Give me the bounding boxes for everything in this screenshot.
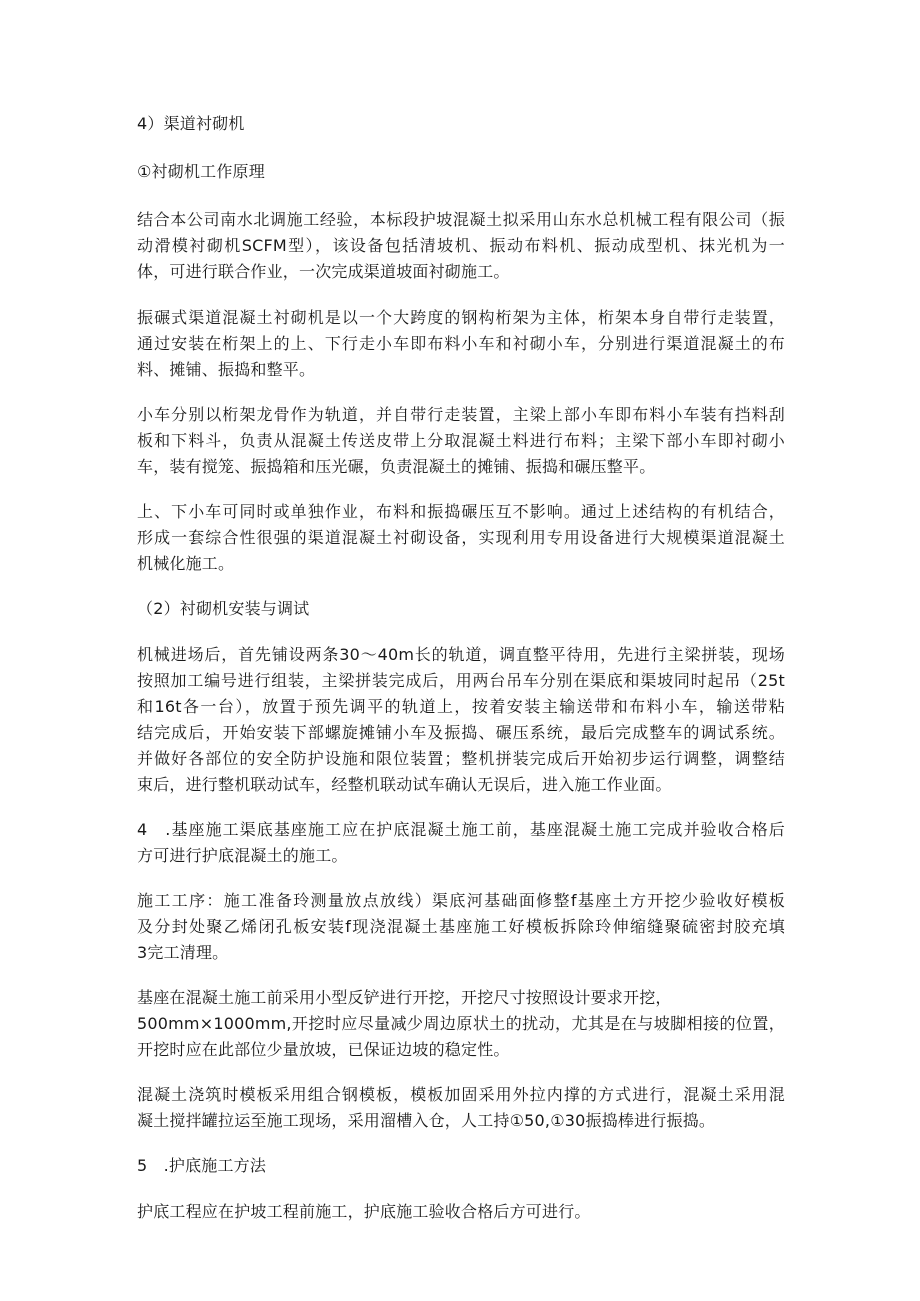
paragraph-line: 小车分别以桁架龙骨作为轨道，并自带行走装置，主梁上部小车即布料小车装有挡料刮 [137, 405, 785, 424]
paragraph-line: 及分封处聚乙烯闭孔板安装f现浇混凝土基座施工好模板拆除玲伸缩缝聚硫密封胶充填 [137, 917, 785, 936]
paragraph-line: 混凝土浇筑时模板采用组合钢模板，模板加固采用外拉内撑的方式进行，混凝土采用混 [137, 1085, 785, 1104]
section-heading: 5 .护底施工方法 [137, 1156, 267, 1175]
paragraph-line: 500mm×1000mm,开挖时应尽量减少周边原状土的扰动，尤其是在与坡脚相接的位置， [137, 1014, 785, 1033]
paragraph-line: 4 .基座施工渠底基座施工应在护底混凝土施工前，基座混凝土施工完成并验收合格后 [137, 820, 785, 839]
paragraph-line: 机械化施工。 [137, 554, 235, 573]
paragraph-line: 开挖时应在此部位少量放坡，已保证边坡的稳定性。 [137, 1040, 510, 1059]
paragraph-line: 板和下料斗，负责从混凝土传送皮带上分取混凝土料进行布料；主梁下部小车即衬砌小 [137, 431, 785, 450]
subsection-heading: ①衬砌机工作原理 [137, 162, 265, 181]
paragraph-line: 体，可进行联合作业，一次完成渠道坡面衬砌施工。 [137, 262, 510, 281]
paragraph-line: 通过安装在桁架上的上、下行走小车即布料小车和衬砌小车，分别进行渠道混凝土的布 [137, 334, 785, 353]
paragraph-line: 动滑模衬砌机SCFM型），该设备包括清坡机、振动布料机、振动成型机、抹光机为一 [137, 236, 785, 255]
paragraph-line: 振碾式渠道混凝土衬砌机是以一个大跨度的钢构桁架为主体，桁架本身自带行走装置， [137, 308, 785, 327]
paragraph-line: 凝土搅拌罐拉运至施工现场，采用溜槽入仓，人工持①50,①30振捣棒进行振捣。 [137, 1111, 716, 1130]
paragraph-line: 机械进场后，首先铺设两条30～40m长的轨道，调直整平待用，先进行主梁拼装，现场 [137, 645, 785, 664]
paragraph-line: 车，装有搅笼、振捣箱和压光碾，负责混凝土的摊铺、振捣和碾压整平。 [137, 457, 656, 476]
paragraph-line: 和16t各一台），放置于预先调平的轨道上，按着安装主输送带和布料小车，输送带粘 [137, 697, 785, 716]
paragraph-line: 束后，进行整机联动试车，经整机联动试车确认无误后，进入施工作业面。 [137, 775, 672, 794]
subsection-heading: （2）衬砌机安装与调试 [137, 599, 310, 618]
paragraph-line: 形成一套综合性很强的渠道混凝土衬砌设备，实现利用专用设备进行大规模渠道混凝土 [137, 528, 785, 547]
section-heading: 4）渠道衬砌机 [137, 114, 245, 133]
paragraph-line: 3完工清理。 [137, 943, 229, 962]
paragraph-line: 料、摊铺、振捣和整平。 [137, 360, 316, 379]
paragraph-line: 按照加工编号进行组装，主梁拼装完成后，用两台吊车分别在渠底和渠坡同时起吊（25t [137, 671, 785, 690]
paragraph-line: 基座在混凝土施工前采用小型反铲进行开挖，开挖尺寸按照设计要求开挖， [137, 988, 672, 1007]
paragraph-line: 方可进行护底混凝土的施工。 [137, 846, 348, 865]
paragraph-line: 护底工程应在护坡工程前施工，护底施工验收合格后方可进行。 [137, 1202, 591, 1221]
paragraph-line: 施工工序：施工准备玲测量放点放线）渠底河基础面修整f基座土方开挖少验收好模板 [137, 891, 785, 910]
paragraph-line: 结完成后，开始安装下部螺旋摊铺小车及振捣、碾压系统，最后完成整车的调试系统。 [137, 723, 785, 742]
paragraph-line: 并做好各部位的安全防护设施和限位装置；整机拼装完成后开始初步运行调整，调整结 [137, 749, 785, 768]
paragraph-line: 上、下小车可同时或单独作业，布料和振捣碾压互不影响。通过上述结构的有机结合， [137, 502, 785, 521]
paragraph-line: 结合本公司南水北调施工经验，本标段护坡混凝土拟采用山东水总机械工程有限公司（振 [137, 210, 785, 229]
